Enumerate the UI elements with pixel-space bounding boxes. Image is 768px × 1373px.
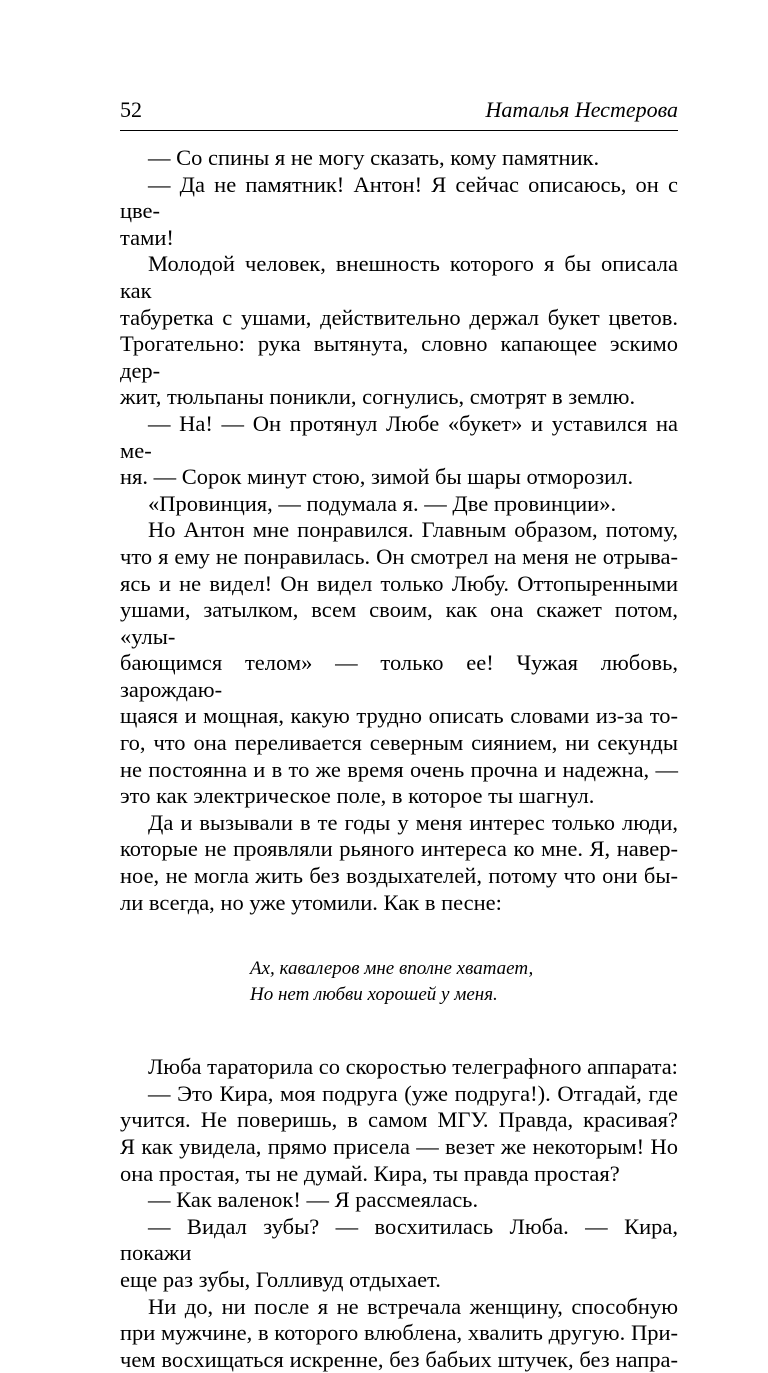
- text-line: го, что она переливается северным сиянием, ни секунды: [120, 730, 678, 756]
- book-page: [120, 96, 678, 1373]
- text-line: — Это Кира, моя подруга (уже подруга!). Отгадай, где: [148, 1080, 678, 1106]
- text-line: — Со спины я не могу сказать, кому памятник.: [148, 145, 600, 170]
- text-line: — Как валенок! — Я рассмеялась.: [148, 1187, 479, 1213]
- text-line: — На! — Он протянул Любе «букет» и уставился на ме-: [120, 410, 678, 463]
- text-line: тами!: [120, 224, 174, 250]
- text-line: ное, не могла жить без воздыхателей, потому что они бы-: [120, 863, 678, 889]
- text-line: при мужчине, в которого влюблена, хвалить другую. При-: [120, 1320, 678, 1346]
- running-header-author: Наталья Нестерова: [485, 97, 678, 122]
- text-line: Я как увидела, прямо присела — везет же некоторым! Но: [120, 1134, 678, 1159]
- verse-line: Ах, кавалеров мне вполне хватает,: [250, 958, 534, 980]
- text-line: табуретка с ушами, действительно держал букет цветов.: [120, 304, 678, 330]
- text-before-verse: [120, 145, 678, 916]
- text-line: Но Антон мне понравился. Главным образом, потому,: [148, 517, 678, 543]
- running-header: [120, 96, 678, 131]
- text-line: ясь и не видел! Он видел только Любу. Оттопыренными: [120, 570, 678, 596]
- text-line: жит, тюльпаны поникли, согнулись, смотрят в землю.: [120, 384, 636, 410]
- text-line: — Да не памятник! Антон! Я сейчас описаюсь, он с цве-: [120, 171, 678, 224]
- text-line: Ни до, ни после я не встречала женщину, способную: [148, 1293, 678, 1319]
- text-line: Люба тараторила со скоростью телеграфного аппарата:: [148, 1054, 678, 1080]
- text-line: что я ему не понравилась. Он смотрел на меня не отрыва-: [120, 543, 678, 569]
- text-line: она простая, ты не думай. Кира, ты правда простая?: [120, 1160, 620, 1186]
- text-line: Трогательно: рука вытянута, словно капающее эскимо дер-: [120, 331, 678, 383]
- text-line: чем восхищаться искренне, без бабьих штучек, без напра-: [120, 1346, 678, 1372]
- verse-line: Но нет любви хорошей у меня.: [250, 984, 498, 1006]
- text-line: это как электрическое поле, в которое ты шагнул.: [120, 783, 595, 809]
- text-line: «Провинция, — подумала я. — Две провинции».: [148, 490, 617, 516]
- text-line: ня. — Сорок минут стою, зимой бы шары отморозил.: [120, 464, 634, 490]
- text-line: не постоянна и в то же время очень прочна и надежна, —: [120, 756, 678, 782]
- text-after-verse: [120, 1054, 678, 1373]
- text-line: ушами, затылком, всем своим, как она скажет потом, «улы-: [120, 597, 678, 649]
- body-text: [120, 145, 678, 1373]
- text-line: Да и вызывали в те годы у меня интерес только люди,: [148, 809, 678, 835]
- page-number: 52: [120, 97, 142, 122]
- text-line: бающимся телом» — только ее! Чужая любовь, зарождаю-: [120, 650, 678, 702]
- text-line: ли всегда, но уже утомили. Как в песне:: [120, 889, 502, 915]
- text-line: — Видал зубы? — восхитилась Люба. — Кира, покажи: [120, 1213, 678, 1266]
- text-line: щаяся и мощная, какую трудно описать словами из-за то-: [120, 703, 678, 729]
- text-line: учится. Не поверишь, в самом МГУ. Правда, красивая?: [120, 1107, 678, 1133]
- text-line: которые не проявляли рьяного интереса ко мне. Я, навер-: [120, 836, 678, 862]
- song-verse: [250, 956, 678, 1008]
- text-line: еще раз зубы, Голливуд отдыхает.: [120, 1266, 441, 1292]
- text-line: Молодой человек, внешность которого я бы описала как: [120, 251, 678, 303]
